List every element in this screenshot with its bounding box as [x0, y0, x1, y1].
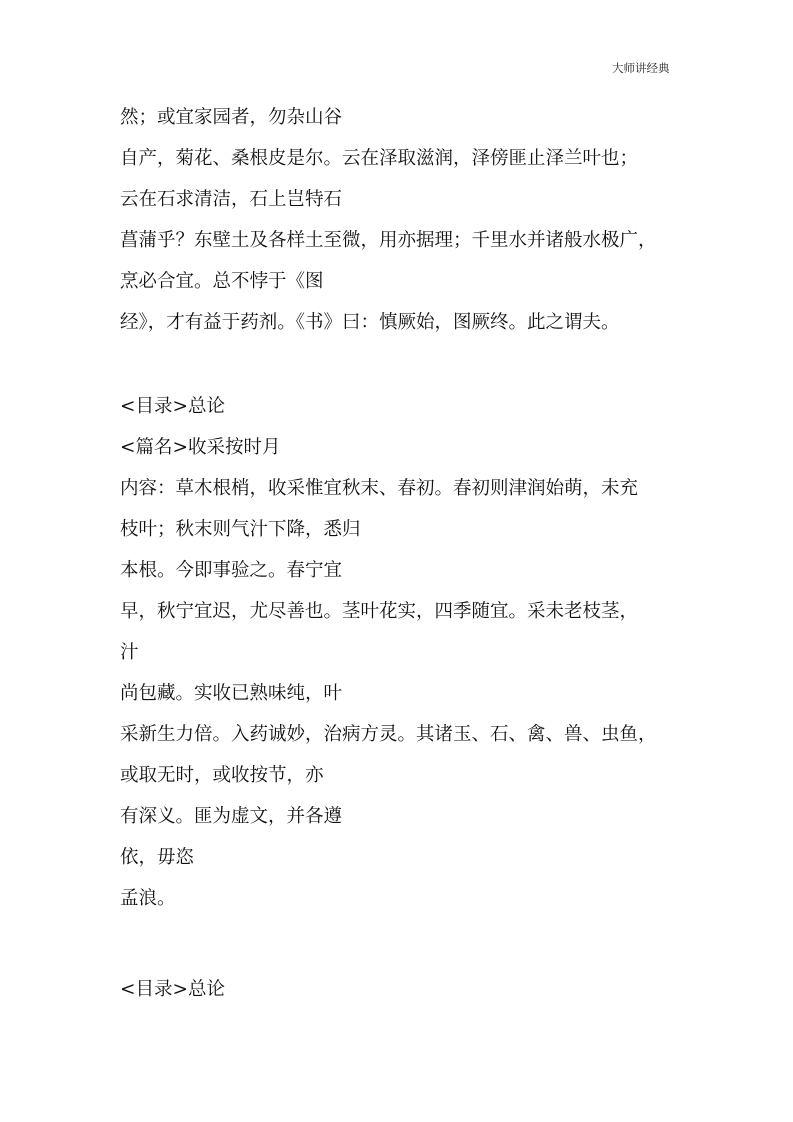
text-line: 烹必合宜。总不悖于《图: [120, 271, 324, 292]
text-line: 菖蒲乎？东壁土及各样土至微，用亦据理；千里水并诸般水极广，: [120, 230, 657, 251]
text-line: 云在石求清洁，石上岂特石: [120, 189, 343, 210]
text-line: 汁: [120, 642, 139, 663]
catalog-heading: <目录>总论: [120, 979, 226, 1000]
spacer: [120, 343, 700, 386]
text-line: 然；或宜家园者，勿杂山谷: [120, 107, 343, 128]
text-line: 有深义。匪为虚文，并各遵: [120, 806, 343, 827]
paragraph-1: [120, 97, 700, 343]
catalog-heading: <目录>总论: [120, 396, 226, 417]
page-header: 大师讲经典: [612, 61, 670, 75]
document-body: [120, 97, 700, 1010]
text-line: 依，毋恣: [120, 847, 195, 868]
text-line: 内容：草木根梢，收采惟宜秋末、春初。春初则津润始萌，未充: [120, 478, 639, 499]
paragraph-2: [120, 386, 700, 919]
paragraph-3: [120, 969, 700, 1010]
spacer: [120, 919, 700, 969]
text-line: 尚包藏。实收已熟味纯，叶: [120, 683, 343, 704]
text-line: 本根。今即事验之。春宁宜: [120, 560, 343, 581]
text-line: 采新生力倍。入药诚妙，治病方灵。其诸玉、石、禽、兽、虫鱼，: [120, 724, 657, 745]
text-line: 或取无时，或收按节，亦: [120, 765, 324, 786]
text-line: 自产，菊花、桑根皮是尔。云在泽取滋润，泽傍匪止泽兰叶也；: [120, 148, 639, 169]
text-line: 早，秋宁宜迟，尤尽善也。茎叶花实，四季随宜。采未老枝茎，: [120, 601, 639, 622]
chapter-title: <篇名>收采按时月: [120, 437, 281, 458]
text-line: 孟浪。: [120, 888, 176, 909]
text-line: 枝叶；秋末则气汁下降，悉归: [120, 519, 361, 540]
text-line: 经》，才有益于药剂。《书》曰：慎厥始，图厥终。此之谓夫。: [120, 312, 620, 333]
